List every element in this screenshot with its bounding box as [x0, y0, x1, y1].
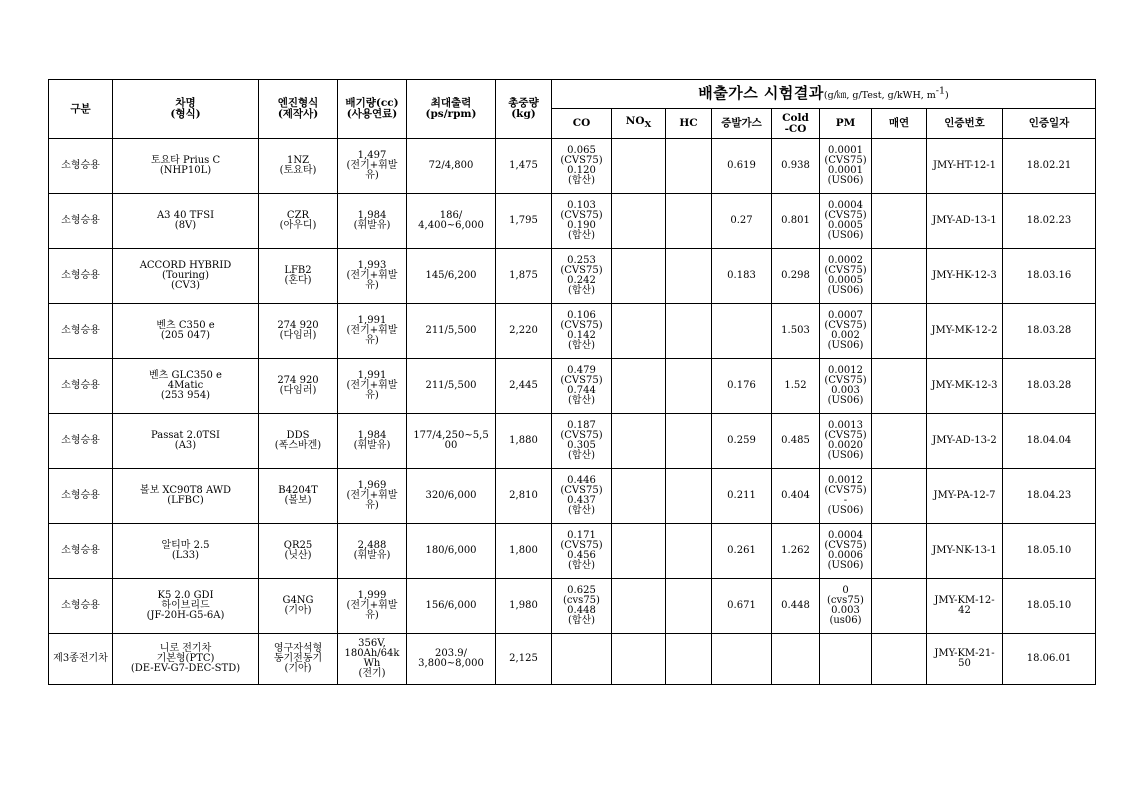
cell-hc	[666, 524, 712, 579]
cell-model: 볼보 XC90T8 AWD (LFBC)	[113, 469, 259, 524]
cell-smoke	[872, 139, 927, 194]
cell-nox	[612, 194, 666, 249]
cell-cold-co: 0.485	[772, 414, 820, 469]
table-row	[49, 414, 1096, 469]
cell-cert-date: 18.06.01	[1003, 634, 1096, 685]
cell-displacement: 1,984 (휘발유)	[338, 194, 407, 249]
cell-smoke	[872, 359, 927, 414]
cell-smoke	[872, 249, 927, 304]
cell-cert-no: JMY-PA-12-7	[927, 469, 1003, 524]
cell-cold-co: 0.938	[772, 139, 820, 194]
cell-category: 제3종전기차	[49, 634, 113, 685]
table-row	[49, 579, 1096, 634]
cell-engine: DDS (폭스바겐)	[259, 414, 338, 469]
results-title: 배출가스 시험결과	[698, 84, 824, 103]
cell-cold-co: 1.503	[772, 304, 820, 359]
header-displacement: 배기량(cc) (사용연료)	[338, 80, 407, 139]
cell-weight: 1,800	[496, 524, 552, 579]
cell-evap	[712, 634, 772, 685]
cell-nox	[612, 139, 666, 194]
cell-power: 156/6,000	[407, 579, 496, 634]
cell-cert-no: JMY-AD-13-2	[927, 414, 1003, 469]
cell-cold-co: 1.52	[772, 359, 820, 414]
cell-cert-no: JMY-KM-21-50	[927, 634, 1003, 685]
cell-smoke	[872, 634, 927, 685]
cell-hc	[666, 469, 712, 524]
header-co: CO	[552, 109, 612, 139]
cell-co: 0.187 (CVS75) 0.305 (합산)	[552, 414, 612, 469]
cell-pm: 0.0004 (CVS75) 0.0006 (US06)	[820, 524, 872, 579]
table-row	[49, 249, 1096, 304]
table-row	[49, 524, 1096, 579]
cell-cold-co: 0.448	[772, 579, 820, 634]
cell-cold-co: 0.801	[772, 194, 820, 249]
cell-model: K5 2.0 GDI 하이브리드 (JF-20H-G5-6A)	[113, 579, 259, 634]
header-nox-base: NO	[625, 115, 645, 128]
cell-cert-no: JMY-HK-12-3	[927, 249, 1003, 304]
cell-weight: 1,880	[496, 414, 552, 469]
cell-pm: 0.0007 (CVS75) 0.002 (US06)	[820, 304, 872, 359]
cell-weight: 2,810	[496, 469, 552, 524]
cell-power: 186/ 4,400~6,000	[407, 194, 496, 249]
cell-smoke	[872, 579, 927, 634]
cell-cert-date: 18.03.16	[1003, 249, 1096, 304]
cell-engine: QR25 (닛산)	[259, 524, 338, 579]
cell-cold-co: 0.298	[772, 249, 820, 304]
cell-co	[552, 634, 612, 685]
cell-cert-date: 18.02.23	[1003, 194, 1096, 249]
cell-category: 소형승용	[49, 524, 113, 579]
cell-hc	[666, 634, 712, 685]
cell-displacement: 356V, 180Ah/64k Wh (전기)	[338, 634, 407, 685]
cell-nox	[612, 469, 666, 524]
cell-pm: 0.0012 (CVS75) - (US06)	[820, 469, 872, 524]
header-row-1	[49, 80, 1096, 109]
cell-co: 0.103 (CVS75) 0.190 (합산)	[552, 194, 612, 249]
cell-pm: 0.0001 (CVS75) 0.0001 (US06)	[820, 139, 872, 194]
header-emission-results	[552, 80, 1096, 109]
cell-model: ACCORD HYBRID (Touring) (CV3)	[113, 249, 259, 304]
cell-cert-no: JMY-NK-13-1	[927, 524, 1003, 579]
cell-evap: 0.259	[712, 414, 772, 469]
cell-co: 0.253 (CVS75) 0.242 (합산)	[552, 249, 612, 304]
cell-displacement: 1,497 (전기+휘발 유)	[338, 139, 407, 194]
cell-cert-no: JMY-MK-12-3	[927, 359, 1003, 414]
cell-category: 소형승용	[49, 249, 113, 304]
cell-category: 소형승용	[49, 579, 113, 634]
cell-smoke	[872, 414, 927, 469]
cell-category: 소형승용	[49, 359, 113, 414]
cell-evap: 0.183	[712, 249, 772, 304]
cell-smoke	[872, 524, 927, 579]
cell-engine: 1NZ (토요타)	[259, 139, 338, 194]
cell-evap: 0.27	[712, 194, 772, 249]
cell-engine: 274 920 (다임러)	[259, 304, 338, 359]
cell-model: 토요타 Prius C (NHP10L)	[113, 139, 259, 194]
header-engine: 엔진형식 (제작사)	[259, 80, 338, 139]
cell-hc	[666, 304, 712, 359]
header-nox-sub: X	[644, 120, 652, 131]
cell-hc	[666, 194, 712, 249]
cell-engine: 274 920 (다임러)	[259, 359, 338, 414]
cell-power: 72/4,800	[407, 139, 496, 194]
cell-power: 211/5,500	[407, 359, 496, 414]
cell-cold-co	[772, 634, 820, 685]
cell-co: 0.065 (CVS75) 0.120 (합산)	[552, 139, 612, 194]
table-row	[49, 469, 1096, 524]
cell-power: 211/5,500	[407, 304, 496, 359]
emission-results-table	[48, 79, 1096, 685]
header-max-power: 최대출력 (ps/rpm)	[407, 80, 496, 139]
cell-weight: 1,980	[496, 579, 552, 634]
cell-hc	[666, 359, 712, 414]
cell-co: 0.106 (CVS75) 0.142 (합산)	[552, 304, 612, 359]
cell-model: 벤츠 GLC350 e 4Matic (253 954)	[113, 359, 259, 414]
cell-cert-date: 18.03.28	[1003, 359, 1096, 414]
cell-co: 0.446 (CVS75) 0.437 (합산)	[552, 469, 612, 524]
cell-nox	[612, 359, 666, 414]
results-unit-superscript: -1	[935, 85, 946, 97]
cell-pm: 0.0004 (CVS75) 0.0005 (US06)	[820, 194, 872, 249]
header-cert-date: 인증일자	[1003, 109, 1096, 139]
cell-cert-date: 18.02.21	[1003, 139, 1096, 194]
cell-co: 0.479 (CVS75) 0.744 (합산)	[552, 359, 612, 414]
table-row	[49, 634, 1096, 685]
cell-smoke	[872, 469, 927, 524]
header-evap: 증발가스	[712, 109, 772, 139]
cell-smoke	[872, 194, 927, 249]
cell-displacement: 1,984 (휘발유)	[338, 414, 407, 469]
cell-category: 소형승용	[49, 194, 113, 249]
cell-nox	[612, 579, 666, 634]
cell-weight: 1,795	[496, 194, 552, 249]
cell-hc	[666, 139, 712, 194]
cell-cert-date: 18.05.10	[1003, 524, 1096, 579]
results-unit-close: )	[945, 90, 949, 102]
cell-category: 소형승용	[49, 304, 113, 359]
table-row	[49, 194, 1096, 249]
cell-category: 소형승용	[49, 139, 113, 194]
cell-smoke	[872, 304, 927, 359]
cell-displacement: 1,991 (전기+휘발 유)	[338, 304, 407, 359]
cell-co: 0.625 (cvs75) 0.448 (합산)	[552, 579, 612, 634]
cell-displacement: 1,999 (전기+휘발 유)	[338, 579, 407, 634]
table-row	[49, 359, 1096, 414]
table-row	[49, 139, 1096, 194]
header-model-name: 차명 (형식)	[113, 80, 259, 139]
header-hc: HC	[666, 109, 712, 139]
cell-hc	[666, 414, 712, 469]
cell-category: 소형승용	[49, 414, 113, 469]
header-category: 구분	[49, 80, 113, 139]
cell-model: Passat 2.0TSI (A3)	[113, 414, 259, 469]
cell-model: 알티마 2.5 (L33)	[113, 524, 259, 579]
cell-power: 320/6,000	[407, 469, 496, 524]
cell-power: 180/6,000	[407, 524, 496, 579]
cell-engine: 영구자석형 동기전동기 (기아)	[259, 634, 338, 685]
cell-cold-co: 0.404	[772, 469, 820, 524]
header-nox	[612, 109, 666, 139]
cell-model: 니로 전기차 기본형(PTC) (DE-EV-G7-DEC-STD)	[113, 634, 259, 685]
cell-nox	[612, 634, 666, 685]
cell-weight: 1,875	[496, 249, 552, 304]
cell-pm: 0.0002 (CVS75) 0.0005 (US06)	[820, 249, 872, 304]
cell-evap: 0.211	[712, 469, 772, 524]
cell-cert-no: JMY-AD-13-1	[927, 194, 1003, 249]
cell-cert-date: 18.04.23	[1003, 469, 1096, 524]
cell-evap: 0.261	[712, 524, 772, 579]
cell-nox	[612, 304, 666, 359]
header-cold-co: Cold -CO	[772, 109, 820, 139]
cell-power: 177/4,250~5,5 00	[407, 414, 496, 469]
cell-nox	[612, 414, 666, 469]
cell-nox	[612, 249, 666, 304]
cell-evap: 0.176	[712, 359, 772, 414]
cell-pm: 0.0012 (CVS75) 0.003 (US06)	[820, 359, 872, 414]
cell-hc	[666, 249, 712, 304]
cell-engine: LFB2 (혼다)	[259, 249, 338, 304]
cell-evap: 0.671	[712, 579, 772, 634]
cell-displacement: 1,993 (전기+휘발 유)	[338, 249, 407, 304]
cell-cert-no: JMY-MK-12-2	[927, 304, 1003, 359]
header-pm: PM	[820, 109, 872, 139]
cell-cert-date: 18.04.04	[1003, 414, 1096, 469]
cell-weight: 2,445	[496, 359, 552, 414]
table-row	[49, 304, 1096, 359]
cell-evap	[712, 304, 772, 359]
cell-weight: 1,475	[496, 139, 552, 194]
header-smoke: 매연	[872, 109, 927, 139]
header-cert-no: 인증번호	[927, 109, 1003, 139]
cell-engine: B4204T (볼보)	[259, 469, 338, 524]
cell-power: 145/6,200	[407, 249, 496, 304]
cell-pm	[820, 634, 872, 685]
results-unit: (g/㎞, g/Test, g/kWH, m	[823, 90, 936, 102]
cell-weight: 2,220	[496, 304, 552, 359]
cell-engine: CZR (아우디)	[259, 194, 338, 249]
cell-model: A3 40 TFSI (8V)	[113, 194, 259, 249]
cell-nox	[612, 524, 666, 579]
header-weight: 총중량 (kg)	[496, 80, 552, 139]
cell-evap: 0.619	[712, 139, 772, 194]
cell-model: 벤츠 C350 e (205 047)	[113, 304, 259, 359]
cell-displacement: 1,991 (전기+휘발 유)	[338, 359, 407, 414]
cell-cert-date: 18.03.28	[1003, 304, 1096, 359]
cell-category: 소형승용	[49, 469, 113, 524]
cell-co: 0.171 (CVS75) 0.456 (합산)	[552, 524, 612, 579]
cell-displacement: 2,488 (휘발유)	[338, 524, 407, 579]
cell-pm: 0.0013 (CVS75) 0.0020 (US06)	[820, 414, 872, 469]
cell-hc	[666, 579, 712, 634]
cell-displacement: 1,969 (전기+휘발 유)	[338, 469, 407, 524]
cell-pm: 0 (cvs75) 0.003 (us06)	[820, 579, 872, 634]
cell-cert-no: JMY-HT-12-1	[927, 139, 1003, 194]
cell-power: 203.9/ 3,800~8,000	[407, 634, 496, 685]
cell-cert-no: JMY-KM-12-42	[927, 579, 1003, 634]
cell-engine: G4NG (기아)	[259, 579, 338, 634]
cell-cold-co: 1.262	[772, 524, 820, 579]
cell-weight: 2,125	[496, 634, 552, 685]
cell-cert-date: 18.05.10	[1003, 579, 1096, 634]
